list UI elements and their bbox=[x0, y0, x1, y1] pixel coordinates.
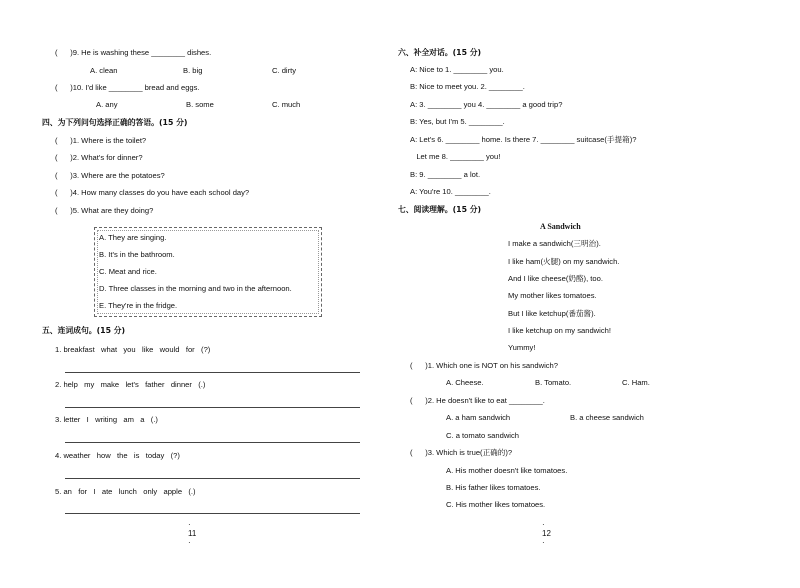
choice-e: E. They're in the fridge. bbox=[99, 301, 178, 310]
q9-option-c: C. dirty bbox=[272, 66, 297, 75]
rq3-option-b: B. His father likes tomatoes. bbox=[446, 483, 541, 492]
section-5-title: 五、连词成句。(15 分) bbox=[42, 326, 126, 335]
passage-line-3: And I like cheese(奶酪), too. bbox=[508, 274, 603, 283]
rq1-option-a: A. Cheese. bbox=[446, 378, 484, 387]
choice-b: B. It's in the bathroom. bbox=[99, 250, 175, 259]
reading-question-3: ( )3. Which is true(正确的)? bbox=[410, 448, 513, 457]
section-6-title: 六、补全对话。(15 分) bbox=[398, 48, 482, 57]
sec5-item-5: 5. an for I ate lunch only apple (.) bbox=[55, 487, 196, 496]
dialogue-line-8: A: You're 10. ________. bbox=[410, 187, 491, 196]
sec5-item-2: 2. help my make let's father dinner (.) bbox=[55, 380, 206, 389]
dialogue-line-4: B: Yes, but I'm 5. ________. bbox=[410, 117, 505, 126]
rq1-option-b: B. Tomato. bbox=[535, 378, 572, 387]
rq2-option-b: B. a cheese sandwich bbox=[570, 413, 644, 422]
choice-a: A. They are singing. bbox=[99, 233, 167, 242]
sec5-item-1: 1. breakfast what you like would for (?) bbox=[55, 345, 211, 354]
sec4-item-2: ( )2. What's for dinner? bbox=[55, 153, 143, 162]
dialogue-line-6: Let me 8. ________ you! bbox=[410, 152, 501, 161]
rq2-option-a: A. a ham sandwich bbox=[446, 413, 511, 422]
passage-line-2: I like ham(火腿) on my sandwich. bbox=[508, 257, 620, 266]
sec4-item-1: ( )1. Where is the toilet? bbox=[55, 136, 147, 145]
answer-line-1 bbox=[65, 372, 360, 373]
dialogue-line-5: A: Let's 6. ________ home. Is there 7. ________ suitcase(手提箱)? bbox=[410, 135, 637, 144]
sec4-item-3: ( )3. Where are the potatoes? bbox=[55, 171, 165, 180]
dialogue-line-1: A: Nice to 1. ________ you. bbox=[410, 65, 504, 74]
rq2-option-c: C. a tomato sandwich bbox=[446, 431, 520, 440]
dialogue-line-3: A: 3. ________ you 4. ________ a good trip? bbox=[410, 100, 563, 109]
passage-line-4: My mother likes tomatoes. bbox=[508, 291, 597, 300]
page-number-right: · 12 · bbox=[542, 520, 551, 547]
rq3-option-a: A. His mother doesn't like tomatoes. bbox=[446, 466, 568, 475]
dialogue-line-2: B: Nice to meet you. 2. ________. bbox=[410, 82, 525, 91]
page-number-left: · 11 · bbox=[188, 520, 197, 547]
sec5-item-4: 4. weather how the is today (?) bbox=[55, 451, 180, 460]
answer-line-4 bbox=[65, 478, 360, 479]
q9-option-b: B. big bbox=[183, 66, 203, 75]
question-10: ( )10. I'd like ________ bread and eggs. bbox=[55, 83, 200, 92]
sec5-item-3: 3. letter I writing am a (.) bbox=[55, 415, 158, 424]
section-7-title: 七、阅读理解。(15 分) bbox=[398, 205, 482, 214]
rq1-option-c: C. Ham. bbox=[622, 378, 650, 387]
section-4-title: 四、为下列问句选择正确的答语。(15 分) bbox=[42, 118, 188, 127]
choice-c: C. Meat and rice. bbox=[99, 267, 157, 276]
passage-line-1: I make a sandwich(三明治). bbox=[508, 239, 601, 248]
reading-question-1: ( )1. Which one is NOT on his sandwich? bbox=[410, 361, 558, 370]
answer-line-3 bbox=[65, 442, 360, 443]
passage-line-6: I like ketchup on my sandwich! bbox=[508, 326, 611, 335]
q9-option-a: A. clean bbox=[90, 66, 118, 75]
q10-option-b: B. some bbox=[186, 100, 214, 109]
passage-line-7: Yummy! bbox=[508, 343, 536, 352]
passage-line-5: But I like ketchup(番茄酱). bbox=[508, 309, 596, 318]
passage-title: A Sandwich bbox=[540, 222, 581, 231]
choice-d: D. Three classes in the morning and two in the afternoon. bbox=[99, 284, 292, 293]
q10-option-a: A. any bbox=[96, 100, 118, 109]
q10-option-c: C. much bbox=[272, 100, 301, 109]
rq3-option-c: C. His mother likes tomatoes. bbox=[446, 500, 546, 509]
answer-line-2 bbox=[65, 407, 360, 408]
dialogue-line-7: B: 9. ________ a lot. bbox=[410, 170, 481, 179]
answer-line-5 bbox=[65, 513, 360, 514]
question-9: ( )9. He is washing these ________ dishes. bbox=[55, 48, 212, 57]
reading-question-2: ( )2. He doesn't like to eat ________. bbox=[410, 396, 545, 405]
sec4-item-5: ( )5. What are they doing? bbox=[55, 206, 154, 215]
sec4-item-4: ( )4. How many classes do you have each school day? bbox=[55, 188, 250, 197]
